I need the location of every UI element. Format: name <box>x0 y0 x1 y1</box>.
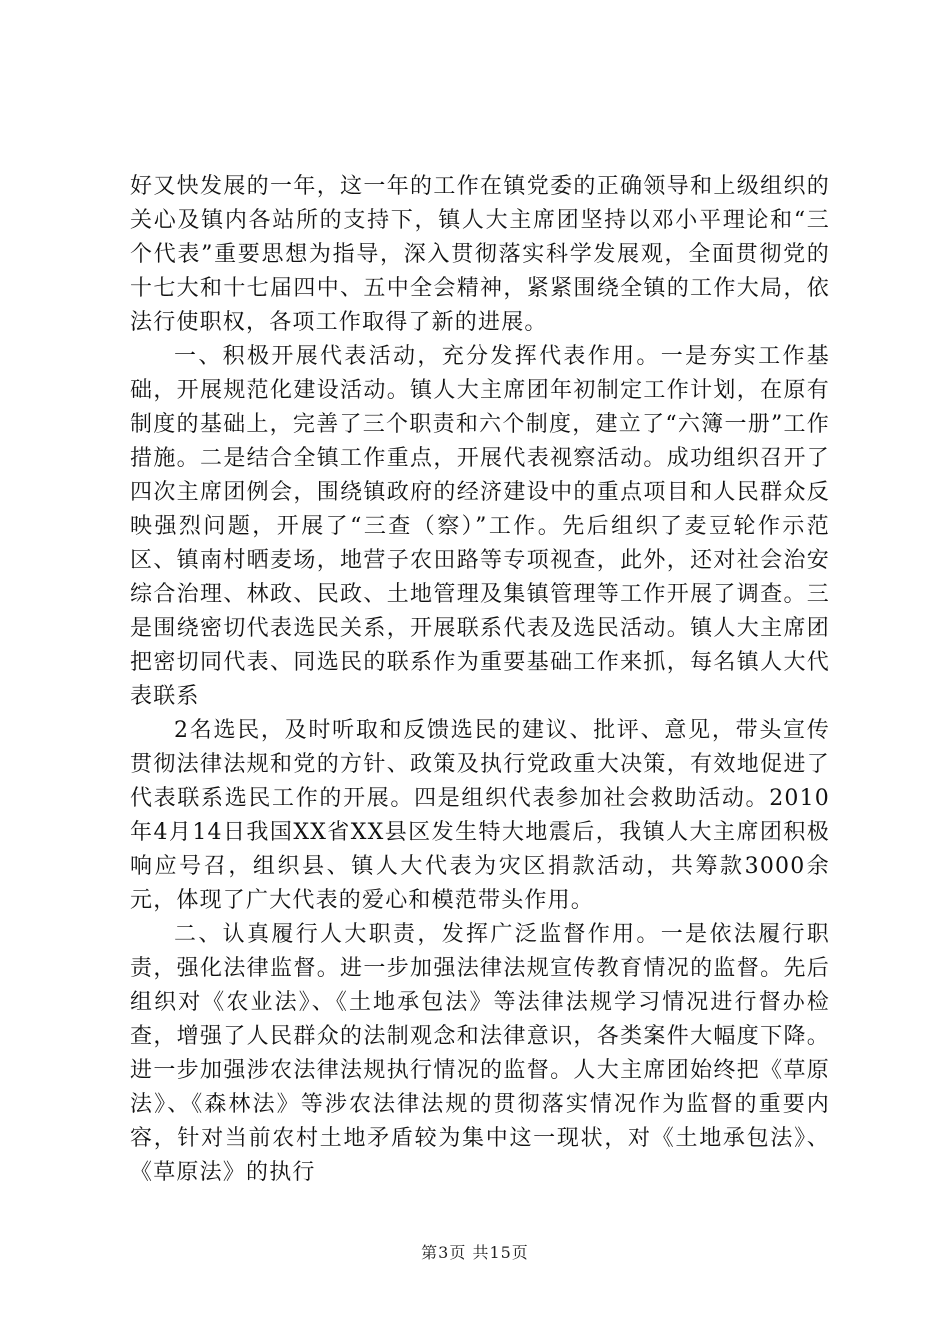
page-footer: 第3页 共15页 <box>421 1243 529 1262</box>
paragraph-continuation: 好又快发展的一年，这一年的工作在镇党委的正确领导和上级组织的关心及镇内各站所的支持下，镇人大主席团坚持以邓小平理论和“三个代表”重要思想为指导，深入贯彻落实科学发展观，全面贯彻党的十七大和十七届四中、五中全会精神，紧紧围绕全镇的工作大局，依法行使职权，各项工作取得了新的进展。 <box>130 174 830 335</box>
paragraph-section-two: 二、认真履行人大职责，发挥广泛监督作用。一是依法履行职责，强化法律监督。进一步加强法律法规宣传教育情况的监督。先后组织对《农业法》、《土地承包法》等法律法规学习情况进行督办检查，增强了人民群众的法制观念和法律意识，各类案件大幅度下降。进一步加强涉农法律法规执行情况的监督。人大主席团始终把《草原法》、《森林法》等涉农法律法规的贯彻落实情况作为监督的重要内容，针对当前农村土地矛盾较为集中这一现状，对《土地承包法》、《草原法》的执行 <box>130 922 830 1185</box>
paragraph-section-one: 一、积极开展代表活动，充分发挥代表作用。一是夯实工作基础，开展规范化建设活动。镇人大主席团年初制定工作计划，在原有制度的基础上，完善了三个职责和六个制度，建立了“六簿一册”工作措施。二是结合全镇工作重点，开展代表视察活动。成功组织召开了四次主席团例会，围绕镇政府的经济建设中的重点项目和人民群众反映强烈问题，开展了“三查（察）”工作。先后组织了麦豆轮作示范区、镇南村晒麦场，地营子农田路等专项视查，此外，还对社会治安综合治理、林政、民政、土地管理及集镇管理等工作开展了调查。三是围绕密切代表选民关系，开展联系代表及选民活动。镇人大主席团把密切同代表、同选民的联系作为重要基础工作来抓，每名镇人大代表联系 <box>130 344 830 709</box>
paragraph-section-one-cont: 2名选民，及时听取和反馈选民的建议、批评、意见，带头宣传贯彻法律法规和党的方针、政策及执行党政重大决策，有效地促进了代表联系选民工作的开展。四是组织代表参加社会救助活动。2010年4月14日我国XX省XX县区发生特大地震后，我镇人大主席团积极响应号召，组织县、镇人大代表为灾区捐款活动，共筹款3000余元，体现了广大代表的爱心和模范带头作用。 <box>130 718 830 913</box>
body-text <box>130 170 830 1190</box>
